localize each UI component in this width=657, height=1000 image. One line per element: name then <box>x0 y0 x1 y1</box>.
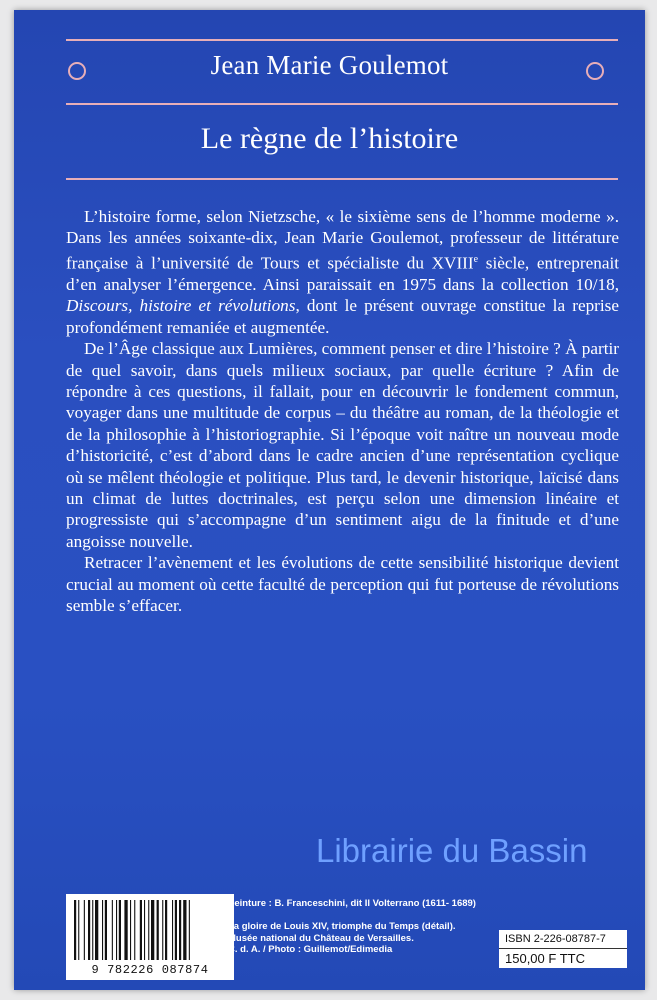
top-rule <box>66 39 618 41</box>
barcode-bar <box>144 900 145 960</box>
barcode-bar <box>183 900 186 960</box>
barcode-number: 9 782226 087874 <box>91 963 209 977</box>
blurb-paragraph-3: Retracer l’avènement et les évolutions de cette sensibilité historique devient crucial au moment où cette faculté de perception qui fut porteuse de révolutions semble s’effacer. <box>66 553 619 616</box>
price-label: 150,00 F TTC <box>499 948 627 966</box>
bookshop-watermark: Librairie du Bassin <box>316 832 588 869</box>
blurb-paragraph-1: L’histoire forme, selon Nietzsche, « le sixième sens de l’homme moderne ». Dans les années soixante-dix, Jean Marie Goulemot, professeur de littérature française à l’université de Tours et spécialiste du XVIIIe siècle, entreprenait d’en analyser l’émergence. Ainsi paraissait en 1975 dans la collection 10/18, Discours, histoire et révolutions, dont le présent ouvrage constitue la reprise profondément remaniée et augmentée. <box>66 207 619 337</box>
barcode-icon <box>72 900 228 960</box>
middle-rule <box>66 103 618 105</box>
barcode-bar <box>157 900 159 960</box>
barcode-bar <box>116 900 117 960</box>
credit-line: Musée national du Château de Versailles. <box>228 932 414 944</box>
price-sticker <box>499 930 627 968</box>
barcode-bar <box>92 900 93 960</box>
book-back-cover <box>14 10 645 990</box>
barcode-bar <box>162 900 163 960</box>
image-credits <box>228 898 478 956</box>
barcode-bar <box>119 900 121 960</box>
barcode-bar <box>74 900 76 960</box>
barcode-bar <box>84 900 85 960</box>
barcode-bar <box>140 900 142 960</box>
credit-line: Peinture : B. Franceschini, dit Il Volterrano (1611- 1689) : <box>228 898 476 921</box>
credit-line: La gloire de Louis XIV, triomphe du Temps (détail). <box>228 921 456 932</box>
barcode-bar <box>88 900 90 960</box>
credit-line: C. d. A. / Photo : Guillemot/Edimedia <box>228 944 393 955</box>
barcode-bar <box>179 900 181 960</box>
barcode-bar <box>151 900 154 960</box>
barcode-bar <box>112 900 113 960</box>
isbn-label: ISBN 2-226-08787-7 <box>505 933 606 945</box>
book-title: Le règne de l’histoire <box>200 122 459 155</box>
barcode-bar <box>130 900 131 960</box>
author-name: Jean Marie Goulemot <box>210 50 449 80</box>
barcode-bar <box>102 900 103 960</box>
barcode-bar <box>175 900 177 960</box>
barcode-bar <box>78 900 79 960</box>
blurb-paragraph-2: De l’Âge classique aux Lumières, comment penser et dire l’histoire ? À partir de quel savoir, dans quels milieux sociaux, par quelle écriture ? Afin de répondre à ces questions, il fallait, pour en découvrir le fondement commun, voyager dans une multitude de corpus – du théâtre au roman, de la théologie et de la philosophie à l’historiographie. Si l’époque voit naître un nouveau mode d’historicité, c’est d’abord dans le cadre ancien d’une représentation cyclique où se mêlent théologie et politique. Plus tard, le devenir historique, laïcisé dans un climat de luttes doctrinales, est perçu selon une dimension linéaire et progressiste qui s’accompagne d’un sentiment aigu de la finitude et d’une angoisse nouvelle. <box>66 339 620 551</box>
blurb-text <box>66 206 619 616</box>
barcode-bar <box>189 900 190 960</box>
barcode-bar <box>148 900 149 960</box>
barcode-bar <box>165 900 167 960</box>
barcode <box>66 894 234 980</box>
barcode-bar <box>172 900 173 960</box>
bottom-rule <box>66 178 618 180</box>
barcode-bar <box>95 900 98 960</box>
barcode-bar <box>105 900 107 960</box>
barcode-bar <box>134 900 135 960</box>
barcode-bar <box>124 900 127 960</box>
